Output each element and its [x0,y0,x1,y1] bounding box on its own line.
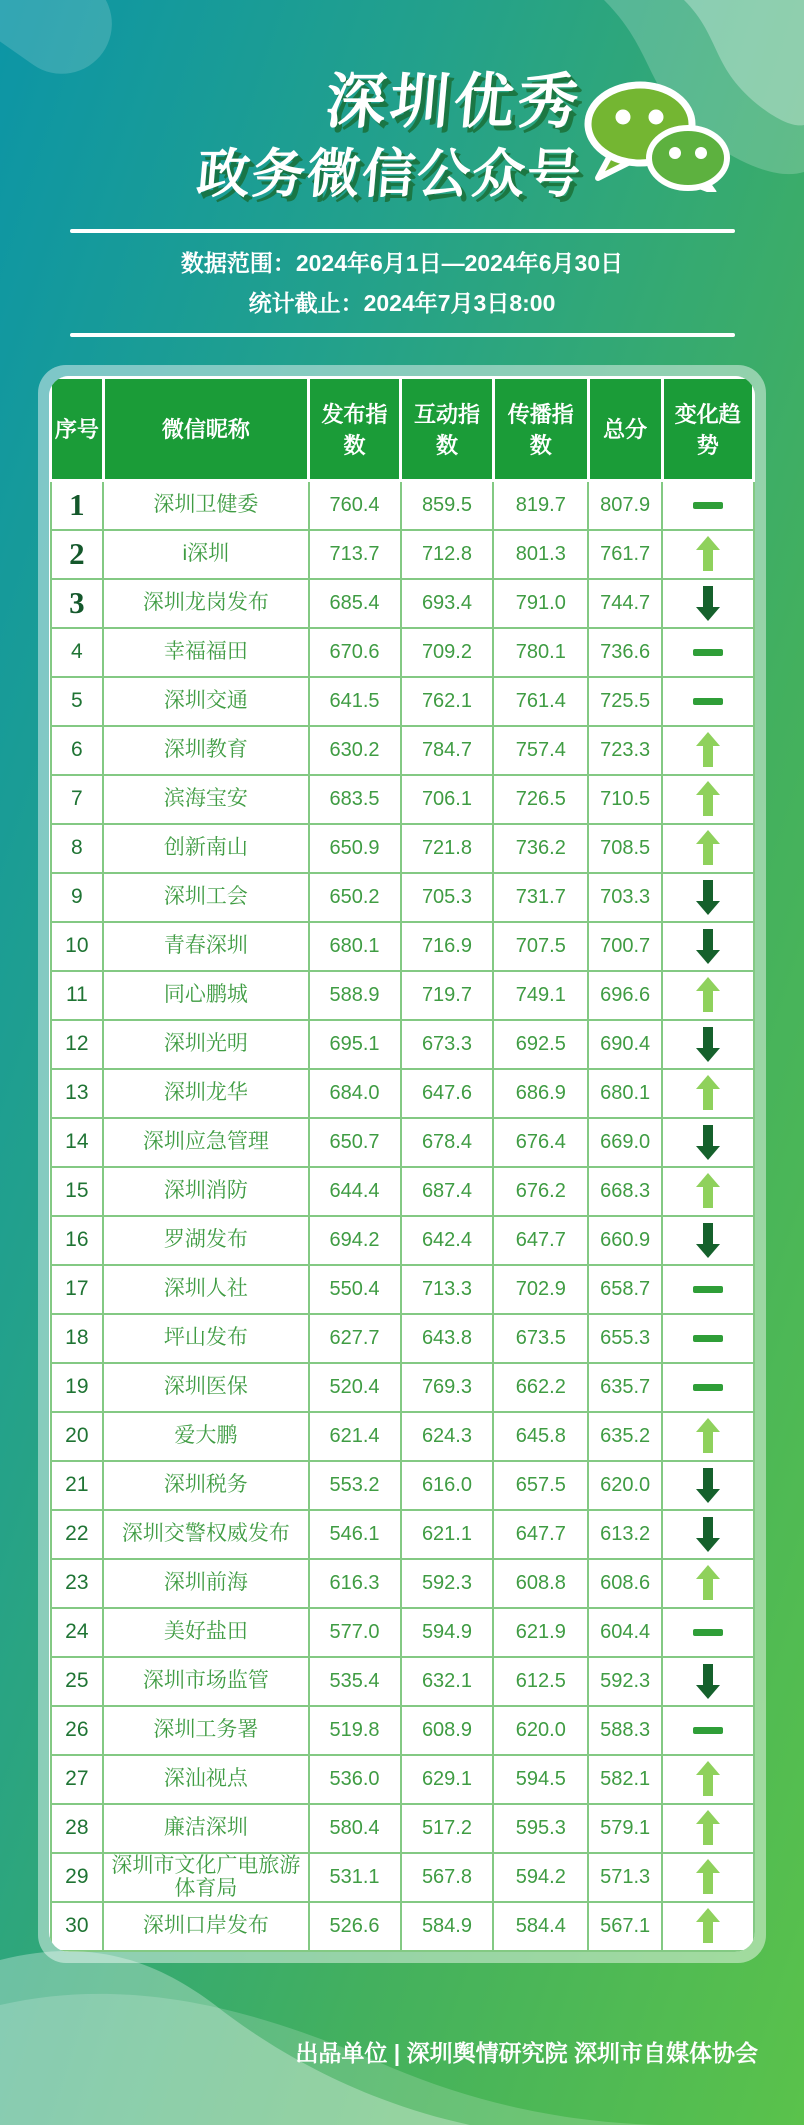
table-header-row [51,377,754,480]
publish-index-cell: 531.1 [309,1853,401,1902]
trend-cell [662,873,753,922]
interact-index-cell: 643.8 [401,1314,494,1363]
interact-index-cell: 693.4 [401,579,494,628]
column-header-3: 互动指数 [401,377,494,480]
table-row [51,1167,754,1216]
wechat-icon [582,80,734,192]
account-name-cell: 深圳卫健委 [103,480,308,530]
account-name-cell: 深圳市场监管 [103,1657,308,1706]
ranking-table-card [49,376,755,1952]
total-score-cell: 708.5 [588,824,662,873]
rank-cell: 18 [51,1314,104,1363]
account-name-cell: 深圳人社 [103,1265,308,1314]
spread-index-cell: 673.5 [493,1314,588,1363]
total-score-cell: 660.9 [588,1216,662,1265]
trend-cell [662,824,753,873]
interact-index-cell: 769.3 [401,1363,494,1412]
publish-index-cell: 680.1 [309,922,401,971]
publish-index-cell: 627.7 [309,1314,401,1363]
publish-index-cell: 546.1 [309,1510,401,1559]
column-header-4: 传播指数 [493,377,588,480]
publish-index-cell: 550.4 [309,1265,401,1314]
divider-bottom [70,333,735,337]
interact-index-cell: 567.8 [401,1853,494,1902]
trend-down-icon [696,1026,720,1062]
table-row [51,1706,754,1755]
rank-cell: 4 [51,628,104,677]
interact-index-cell: 712.8 [401,530,494,579]
trend-down-icon [696,1663,720,1699]
account-name-cell: 深汕视点 [103,1755,308,1804]
spread-index-cell: 620.0 [493,1706,588,1755]
interact-index-cell: 705.3 [401,873,494,922]
interact-index-cell: 594.9 [401,1608,494,1657]
trend-up-icon [696,1173,720,1209]
account-name-cell: 深圳工务署 [103,1706,308,1755]
ranking-table-container [38,365,766,1963]
publish-index-cell: 553.2 [309,1461,401,1510]
spread-index-cell: 801.3 [493,530,588,579]
interact-index-cell: 642.4 [401,1216,494,1265]
trend-cell [662,1069,753,1118]
spread-index-cell: 726.5 [493,775,588,824]
trend-up-icon [696,536,720,572]
divider-top [70,229,735,233]
account-name-cell: 深圳口岸发布 [103,1902,308,1951]
interact-index-cell: 716.9 [401,922,494,971]
total-score-cell: 567.1 [588,1902,662,1951]
rank-cell: 9 [51,873,104,922]
trend-up-icon [696,1810,720,1846]
interact-index-cell: 709.2 [401,628,494,677]
trend-up-icon [696,977,720,1013]
spread-index-cell: 819.7 [493,480,588,530]
trend-down-icon [696,1467,720,1503]
table-row [51,530,754,579]
publish-index-cell: 683.5 [309,775,401,824]
trend-cell [662,1755,753,1804]
total-score-cell: 807.9 [588,480,662,530]
rank-cell: 14 [51,1118,104,1167]
interact-index-cell: 621.1 [401,1510,494,1559]
trend-cell [662,922,753,971]
interact-index-cell: 629.1 [401,1755,494,1804]
trend-cell [662,1314,753,1363]
rank-cell: 30 [51,1902,104,1951]
publish-index-cell: 621.4 [309,1412,401,1461]
rank-cell: 27 [51,1755,104,1804]
spread-index-cell: 761.4 [493,677,588,726]
spread-index-cell: 676.4 [493,1118,588,1167]
publish-index-cell: 684.0 [309,1069,401,1118]
total-score-cell: 582.1 [588,1755,662,1804]
rank-cell: 23 [51,1559,104,1608]
interact-index-cell: 678.4 [401,1118,494,1167]
trend-cell [662,530,753,579]
publish-index-cell: 650.2 [309,873,401,922]
total-score-cell: 658.7 [588,1265,662,1314]
interact-index-cell: 584.9 [401,1902,494,1951]
trend-up-icon [696,1565,720,1601]
total-score-cell: 620.0 [588,1461,662,1510]
table-row [51,1020,754,1069]
interact-index-cell: 784.7 [401,726,494,775]
account-name-cell: 深圳光明 [103,1020,308,1069]
interact-index-cell: 592.3 [401,1559,494,1608]
trend-up-icon [696,830,720,866]
total-score-cell: 710.5 [588,775,662,824]
interact-index-cell: 713.3 [401,1265,494,1314]
trend-cell [662,1118,753,1167]
spread-index-cell: 692.5 [493,1020,588,1069]
trend-cell [662,775,753,824]
trend-cell [662,1804,753,1853]
account-name-cell: 幸福福田 [103,628,308,677]
spread-index-cell: 584.4 [493,1902,588,1951]
rank-cell: 6 [51,726,104,775]
interact-index-cell: 687.4 [401,1167,494,1216]
table-row [51,677,754,726]
interact-index-cell: 632.1 [401,1657,494,1706]
spread-index-cell: 595.3 [493,1804,588,1853]
table-row [51,1216,754,1265]
publish-index-cell: 526.6 [309,1902,401,1951]
spread-index-cell: 707.5 [493,922,588,971]
rank-cell: 11 [51,971,104,1020]
column-header-2: 发布指数 [309,377,401,480]
trend-cell [662,1412,753,1461]
rank-cell: 16 [51,1216,104,1265]
interact-index-cell: 517.2 [401,1804,494,1853]
total-score-cell: 655.3 [588,1314,662,1363]
poster-header [0,0,804,337]
table-row [51,1363,754,1412]
account-name-cell: 罗湖发布 [103,1216,308,1265]
account-name-cell: 深圳交警权威发布 [103,1510,308,1559]
trend-cell [662,1461,753,1510]
rank-cell: 25 [51,1657,104,1706]
publish-index-cell: 670.6 [309,628,401,677]
publish-index-cell: 630.2 [309,726,401,775]
rank-cell: 7 [51,775,104,824]
trend-cell [662,971,753,1020]
account-name-cell: 美好盐田 [103,1608,308,1657]
rank-cell: 21 [51,1461,104,1510]
spread-index-cell: 736.2 [493,824,588,873]
rank-cell: 28 [51,1804,104,1853]
total-score-cell: 703.3 [588,873,662,922]
publish-index-cell: 713.7 [309,530,401,579]
trend-up-icon [696,1418,720,1454]
total-score-cell: 690.4 [588,1020,662,1069]
spread-index-cell: 757.4 [493,726,588,775]
spread-index-cell: 749.1 [493,971,588,1020]
spread-index-cell: 647.7 [493,1216,588,1265]
interact-index-cell: 859.5 [401,480,494,530]
spread-index-cell: 676.2 [493,1167,588,1216]
total-score-cell: 723.3 [588,726,662,775]
table-row [51,628,754,677]
rank-cell: 8 [51,824,104,873]
total-score-cell: 736.6 [588,628,662,677]
trend-up-icon [696,1859,720,1895]
trend-cell [662,579,753,628]
account-name-cell: 爱大鹏 [103,1412,308,1461]
rank-cell: 22 [51,1510,104,1559]
interact-index-cell: 673.3 [401,1020,494,1069]
trend-flat-icon [693,1286,723,1293]
rank-cell: 20 [51,1412,104,1461]
total-score-cell: 613.2 [588,1510,662,1559]
trend-cell [662,628,753,677]
trend-flat-icon [693,1384,723,1391]
trend-up-icon [696,781,720,817]
publish-index-cell: 580.4 [309,1804,401,1853]
rank-cell: 2 [51,530,104,579]
publish-index-cell: 650.9 [309,824,401,873]
trend-down-icon [696,585,720,621]
table-row [51,873,754,922]
spread-index-cell: 594.2 [493,1853,588,1902]
table-row [51,775,754,824]
publish-index-cell: 694.2 [309,1216,401,1265]
trend-cell [662,1265,753,1314]
total-score-cell: 725.5 [588,677,662,726]
table-row [51,726,754,775]
publish-index-cell: 520.4 [309,1363,401,1412]
table-row [51,824,754,873]
table-row [51,971,754,1020]
table-row [51,1265,754,1314]
rank-cell: 19 [51,1363,104,1412]
publish-index-cell: 519.8 [309,1706,401,1755]
account-name-cell: 深圳消防 [103,1167,308,1216]
rank-cell: 5 [51,677,104,726]
trend-flat-icon [693,649,723,656]
spread-index-cell: 594.5 [493,1755,588,1804]
trend-cell [662,1608,753,1657]
rank-cell: 26 [51,1706,104,1755]
trend-down-icon [696,1124,720,1160]
total-score-cell: 669.0 [588,1118,662,1167]
trend-down-icon [696,928,720,964]
account-name-cell: 深圳教育 [103,726,308,775]
title-line-1: 深圳优秀 [323,68,585,135]
trend-flat-icon [693,502,723,509]
total-score-cell: 579.1 [588,1804,662,1853]
total-score-cell: 696.6 [588,971,662,1020]
publish-index-cell: 760.4 [309,480,401,530]
rank-cell: 12 [51,1020,104,1069]
spread-index-cell: 702.9 [493,1265,588,1314]
table-row [51,1461,754,1510]
account-name-cell: 深圳前海 [103,1559,308,1608]
table-row [51,1510,754,1559]
publish-index-cell: 695.1 [309,1020,401,1069]
total-score-cell: 635.7 [588,1363,662,1412]
publish-index-cell: 644.4 [309,1167,401,1216]
table-row [51,1804,754,1853]
table-row [51,579,754,628]
title-line-2: 政务微信公众号 [194,145,585,204]
interact-index-cell: 647.6 [401,1069,494,1118]
trend-cell [662,1363,753,1412]
trend-flat-icon [693,1629,723,1636]
total-score-cell: 744.7 [588,579,662,628]
table-row [51,1118,754,1167]
account-name-cell: 创新南山 [103,824,308,873]
total-score-cell: 700.7 [588,922,662,971]
total-score-cell: 592.3 [588,1657,662,1706]
total-score-cell: 608.6 [588,1559,662,1608]
spread-index-cell: 662.2 [493,1363,588,1412]
account-name-cell: 坪山发布 [103,1314,308,1363]
rank-cell: 15 [51,1167,104,1216]
spread-index-cell: 647.7 [493,1510,588,1559]
interact-index-cell: 719.7 [401,971,494,1020]
spread-index-cell: 608.8 [493,1559,588,1608]
rank-cell: 10 [51,922,104,971]
account-name-cell: 深圳税务 [103,1461,308,1510]
account-name-cell: 同心鹏城 [103,971,308,1020]
interact-index-cell: 616.0 [401,1461,494,1510]
total-score-cell: 680.1 [588,1069,662,1118]
account-name-cell: i深圳 [103,530,308,579]
table-row [51,1608,754,1657]
trend-cell [662,726,753,775]
trend-up-icon [696,732,720,768]
account-name-cell: 深圳市文化广电旅游体育局 [103,1853,308,1902]
trend-down-icon [696,1516,720,1552]
trend-down-icon [696,879,720,915]
spread-index-cell: 621.9 [493,1608,588,1657]
ranking-table-body [51,480,754,1951]
spread-index-cell: 780.1 [493,628,588,677]
table-row [51,1755,754,1804]
spread-index-cell: 686.9 [493,1069,588,1118]
table-row [51,480,754,530]
interact-index-cell: 706.1 [401,775,494,824]
trend-cell [662,1657,753,1706]
account-name-cell: 廉洁深圳 [103,1804,308,1853]
total-score-cell: 761.7 [588,530,662,579]
interact-index-cell: 762.1 [401,677,494,726]
trend-up-icon [696,1761,720,1797]
trend-cell [662,677,753,726]
table-row [51,1559,754,1608]
table-row [51,1069,754,1118]
account-name-cell: 深圳应急管理 [103,1118,308,1167]
data-range-text: 数据范围：2024年6月1日—2024年6月30日 [180,249,624,276]
trend-flat-icon [693,698,723,705]
spread-index-cell: 791.0 [493,579,588,628]
account-name-cell: 深圳交通 [103,677,308,726]
publish-index-cell: 641.5 [309,677,401,726]
publish-index-cell: 577.0 [309,1608,401,1657]
rank-cell: 1 [51,480,104,530]
trend-cell [662,480,753,530]
rank-cell: 29 [51,1853,104,1902]
publish-index-cell: 685.4 [309,579,401,628]
interact-index-cell: 721.8 [401,824,494,873]
table-row [51,1657,754,1706]
credit-text: 出品单位 | 深圳舆情研究院 深圳市自媒体协会 [295,2039,758,2066]
stats-deadline-text: 统计截止：2024年7月3日8:00 [248,289,556,316]
trend-up-icon [696,1075,720,1111]
trend-flat-icon [693,1727,723,1734]
publish-index-cell: 535.4 [309,1657,401,1706]
table-row [51,1412,754,1461]
trend-cell [662,1706,753,1755]
publish-index-cell: 588.9 [309,971,401,1020]
rank-cell: 3 [51,579,104,628]
account-name-cell: 滨海宝安 [103,775,308,824]
rank-cell: 24 [51,1608,104,1657]
total-score-cell: 588.3 [588,1706,662,1755]
trend-cell [662,1020,753,1069]
column-header-6: 变化趋势 [662,377,753,480]
account-name-cell: 深圳龙华 [103,1069,308,1118]
publish-index-cell: 650.7 [309,1118,401,1167]
account-name-cell: 青春深圳 [103,922,308,971]
total-score-cell: 635.2 [588,1412,662,1461]
trend-cell [662,1216,753,1265]
trend-cell [662,1167,753,1216]
table-row [51,922,754,971]
table-row [51,1314,754,1363]
spread-index-cell: 731.7 [493,873,588,922]
trend-cell [662,1510,753,1559]
total-score-cell: 571.3 [588,1853,662,1902]
trend-down-icon [696,1222,720,1258]
spread-index-cell: 657.5 [493,1461,588,1510]
total-score-cell: 668.3 [588,1167,662,1216]
spread-index-cell: 645.8 [493,1412,588,1461]
column-header-1: 微信昵称 [103,377,308,480]
bottom-wave-shapes [0,1865,804,2125]
trend-flat-icon [693,1335,723,1342]
trend-cell [662,1559,753,1608]
total-score-cell: 604.4 [588,1608,662,1657]
account-name-cell: 深圳龙岗发布 [103,579,308,628]
trend-up-icon [696,1908,720,1944]
column-header-0: 序号 [51,377,104,480]
interact-index-cell: 608.9 [401,1706,494,1755]
publish-index-cell: 536.0 [309,1755,401,1804]
rank-cell: 13 [51,1069,104,1118]
interact-index-cell: 624.3 [401,1412,494,1461]
rank-cell: 17 [51,1265,104,1314]
account-name-cell: 深圳工会 [103,873,308,922]
publish-index-cell: 616.3 [309,1559,401,1608]
column-header-5: 总分 [588,377,662,480]
account-name-cell: 深圳医保 [103,1363,308,1412]
spread-index-cell: 612.5 [493,1657,588,1706]
ranking-table [49,376,755,1952]
